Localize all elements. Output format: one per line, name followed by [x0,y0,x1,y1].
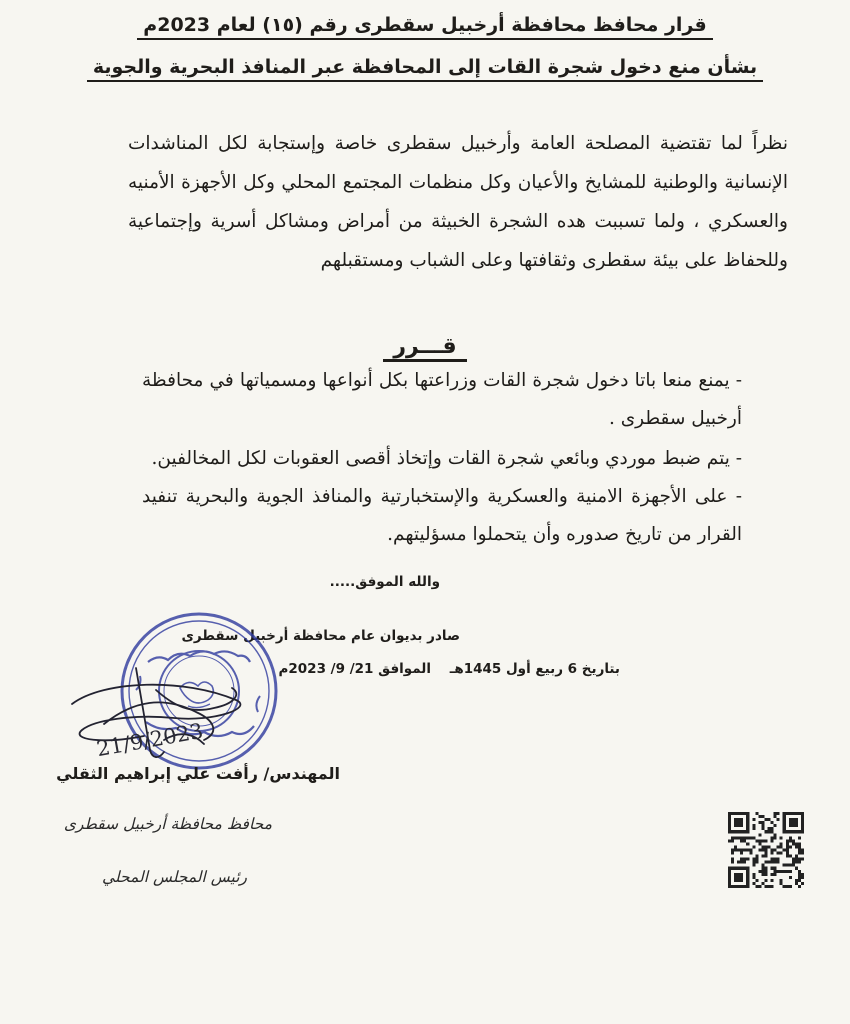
decision-item-2: - يتم ضبط موردي وبائعي شجرة القات وإتخاذ أقصى العقوبات لكل المخالفين. [151,448,742,469]
qr-code [728,812,804,888]
council-title: رئيس المجلس المحلي [101,868,247,886]
decision-item-1: - يمنع منعا باتا دخول شجرة القات وزراعتها بكل أنواعها ومسمياتها في محافظة أرخبيل سقطرى . [142,370,742,429]
decision-heading-text: قـــرر [383,334,466,362]
handwritten-signature [64,660,274,770]
title-line-2: بشأن منع دخول شجرة القات إلى المحافظة عبر المنافذ البحرية والجوية [87,56,763,82]
hijri-date: بتاريخ 6 ربيع أول 1445هـ [449,661,620,677]
governor-title: محافظ محافظة أرخبيل سقطرى [63,815,272,833]
issue-date [264,661,620,677]
closing-phrase: والله الموفق..... [329,574,440,590]
document-title [0,14,850,36]
decision-heading [0,334,850,359]
issued-at: صادر بديوان عام محافظة أرخبيل سقطرى [181,628,460,644]
governor-name: المهندس/ رأفت علي إبراهيم الثقلي [56,764,340,783]
decision-item-3: - على الأجهزة الامنية والعسكرية والإستخبارتية والمنافذ الجوية والبحرية تنفيد القرار من تاريخ صدوره وأن يتحملوا مسؤليتهم. [142,486,742,545]
intro-paragraph: نظراً لما تقتضية المصلحة العامة وأرخبيل سقطرى خاصة وإستجابة لكل المناشدات الإنسانية والوطنية للمشايخ والأعيان وكل منظمات المجتمع المحلي وكل الأجهزة الأمنيه والعسكري ، ولما تسببت هده الشجرة الخبيثة من أمراض ومشاكل أسرية وإجتماعية وللحفاظ على بيئة سقطرى وثقافتها وعلى الشباب ومستقبلهم [128,133,788,271]
title-line-1: قرار محافظ محافظة أرخبيل سقطرى رقم (١٥) لعام 2023م [137,14,712,40]
signature-date: 21/9/2023 [94,718,205,762]
gregorian-date: الموافق 21/ 9/ 2023م [278,661,431,677]
document-subject [0,56,850,78]
